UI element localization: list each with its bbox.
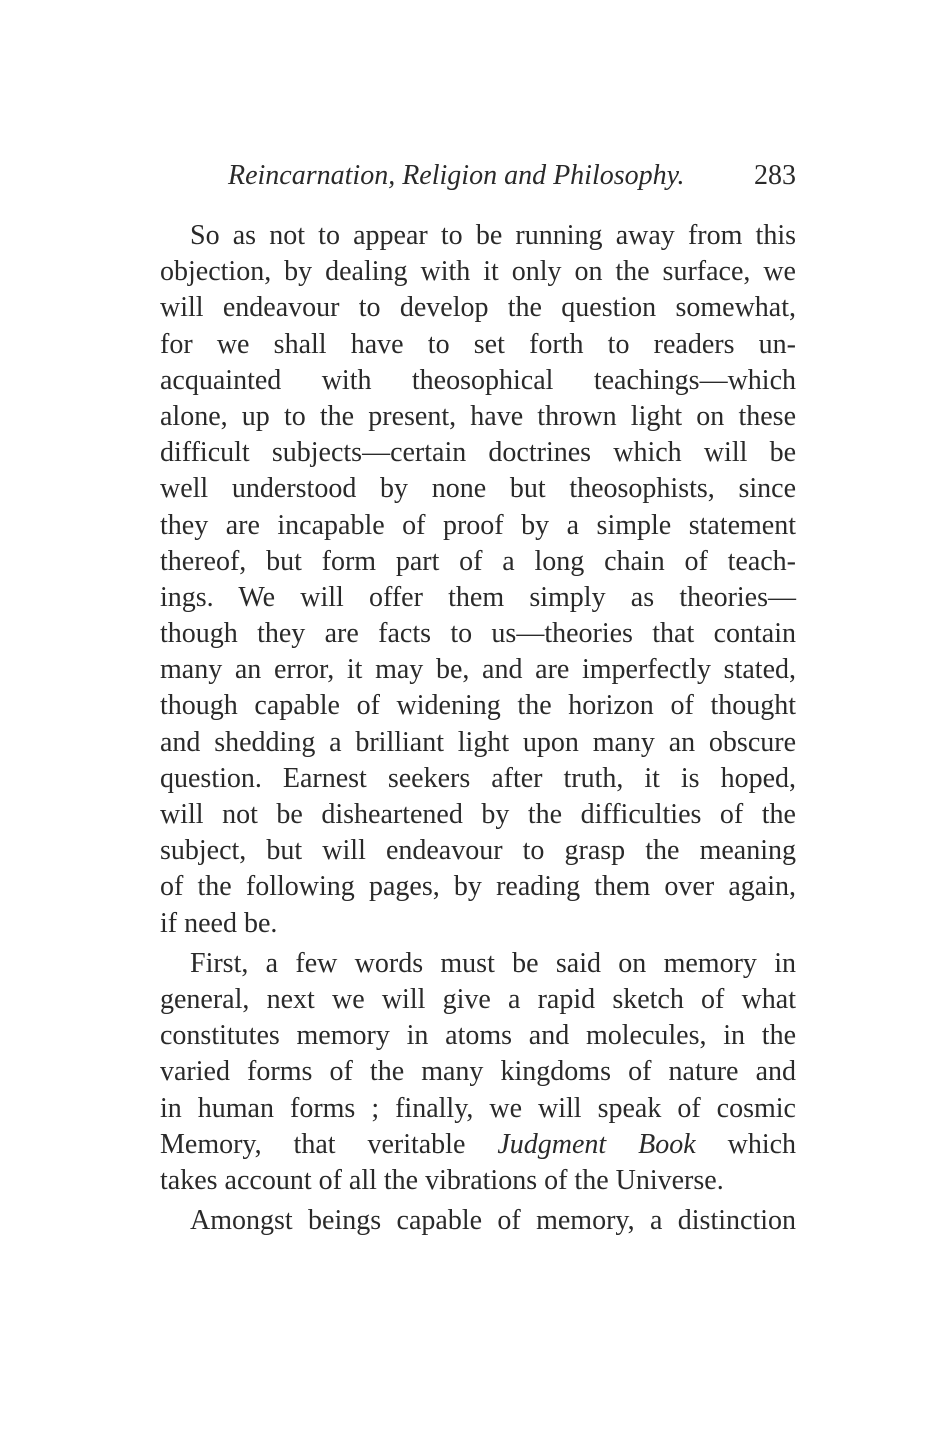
text-line: and shedding a brilliant light upon many an obscure <box>160 726 796 758</box>
text-line: varied forms of the many kingdoms of nature and <box>160 1056 796 1088</box>
body-text <box>160 218 796 1239</box>
text-line: difficult subjects—certain doctrines which will be <box>160 437 796 469</box>
text-line: constitutes memory in atoms and molecules, in the <box>160 1020 796 1052</box>
text-line: in human forms ; finally, we will speak of cosmic <box>160 1092 796 1124</box>
text-fragment: which <box>727 1128 797 1160</box>
text-line: they are incapable of proof by a simple statement <box>160 509 796 541</box>
text-line: So as not to appear to be running away from this <box>190 220 796 251</box>
text-line: thereof, but form part of a long chain of teach- <box>160 545 796 577</box>
text-line: though capable of widening the horizon of thought <box>160 690 796 722</box>
text-line: subject, but will endeavour to grasp the meaning <box>160 835 796 867</box>
text-line: though they are facts to us—theories that contain <box>160 618 796 650</box>
text-line: many an error, it may be, and are imperfectly stated, <box>160 654 796 686</box>
running-title: Reincarnation, Religion and Philosophy. <box>228 160 685 191</box>
text-line: acquainted with theosophical teachings—which <box>160 364 796 396</box>
text-line: for we shall have to set forth to readers un- <box>160 328 796 360</box>
text-line: ings. We will offer them simply as theories— <box>160 581 796 613</box>
running-head <box>160 160 796 200</box>
text-line: if need be. <box>160 907 278 939</box>
text-line: general, next we will give a rapid sketch of what <box>160 983 796 1015</box>
text-line: well understood by none but theosophists, since <box>160 473 796 505</box>
italic-title: Judgment Book <box>497 1128 696 1160</box>
text-line: alone, up to the present, have thrown light on these <box>160 400 796 432</box>
paragraph-1 <box>160 218 796 942</box>
text-line-with-italic <box>160 1127 796 1163</box>
paragraph-2 <box>160 946 796 1199</box>
text-line: First, a few words must be said on memory in <box>190 947 796 979</box>
text-line: will endeavour to develop the question somewhat, <box>160 292 796 324</box>
text-line: takes account of all the vibrations of the Universe. <box>160 1164 724 1196</box>
text-fragment: Memory, that veritable <box>160 1128 466 1160</box>
text-line: question. Earnest seekers after truth, it is hoped, <box>160 762 796 794</box>
paragraph-3 <box>160 1203 796 1239</box>
text-line: objection, by dealing with it only on the surface, we <box>160 256 796 288</box>
page-number: 283 <box>754 160 796 191</box>
text-line: will not be disheartened by the difficulties of the <box>160 799 796 830</box>
text-line: Amongst beings capable of memory, a distinction <box>190 1205 796 1237</box>
text-line: of the following pages, by reading them over again, <box>160 871 796 903</box>
